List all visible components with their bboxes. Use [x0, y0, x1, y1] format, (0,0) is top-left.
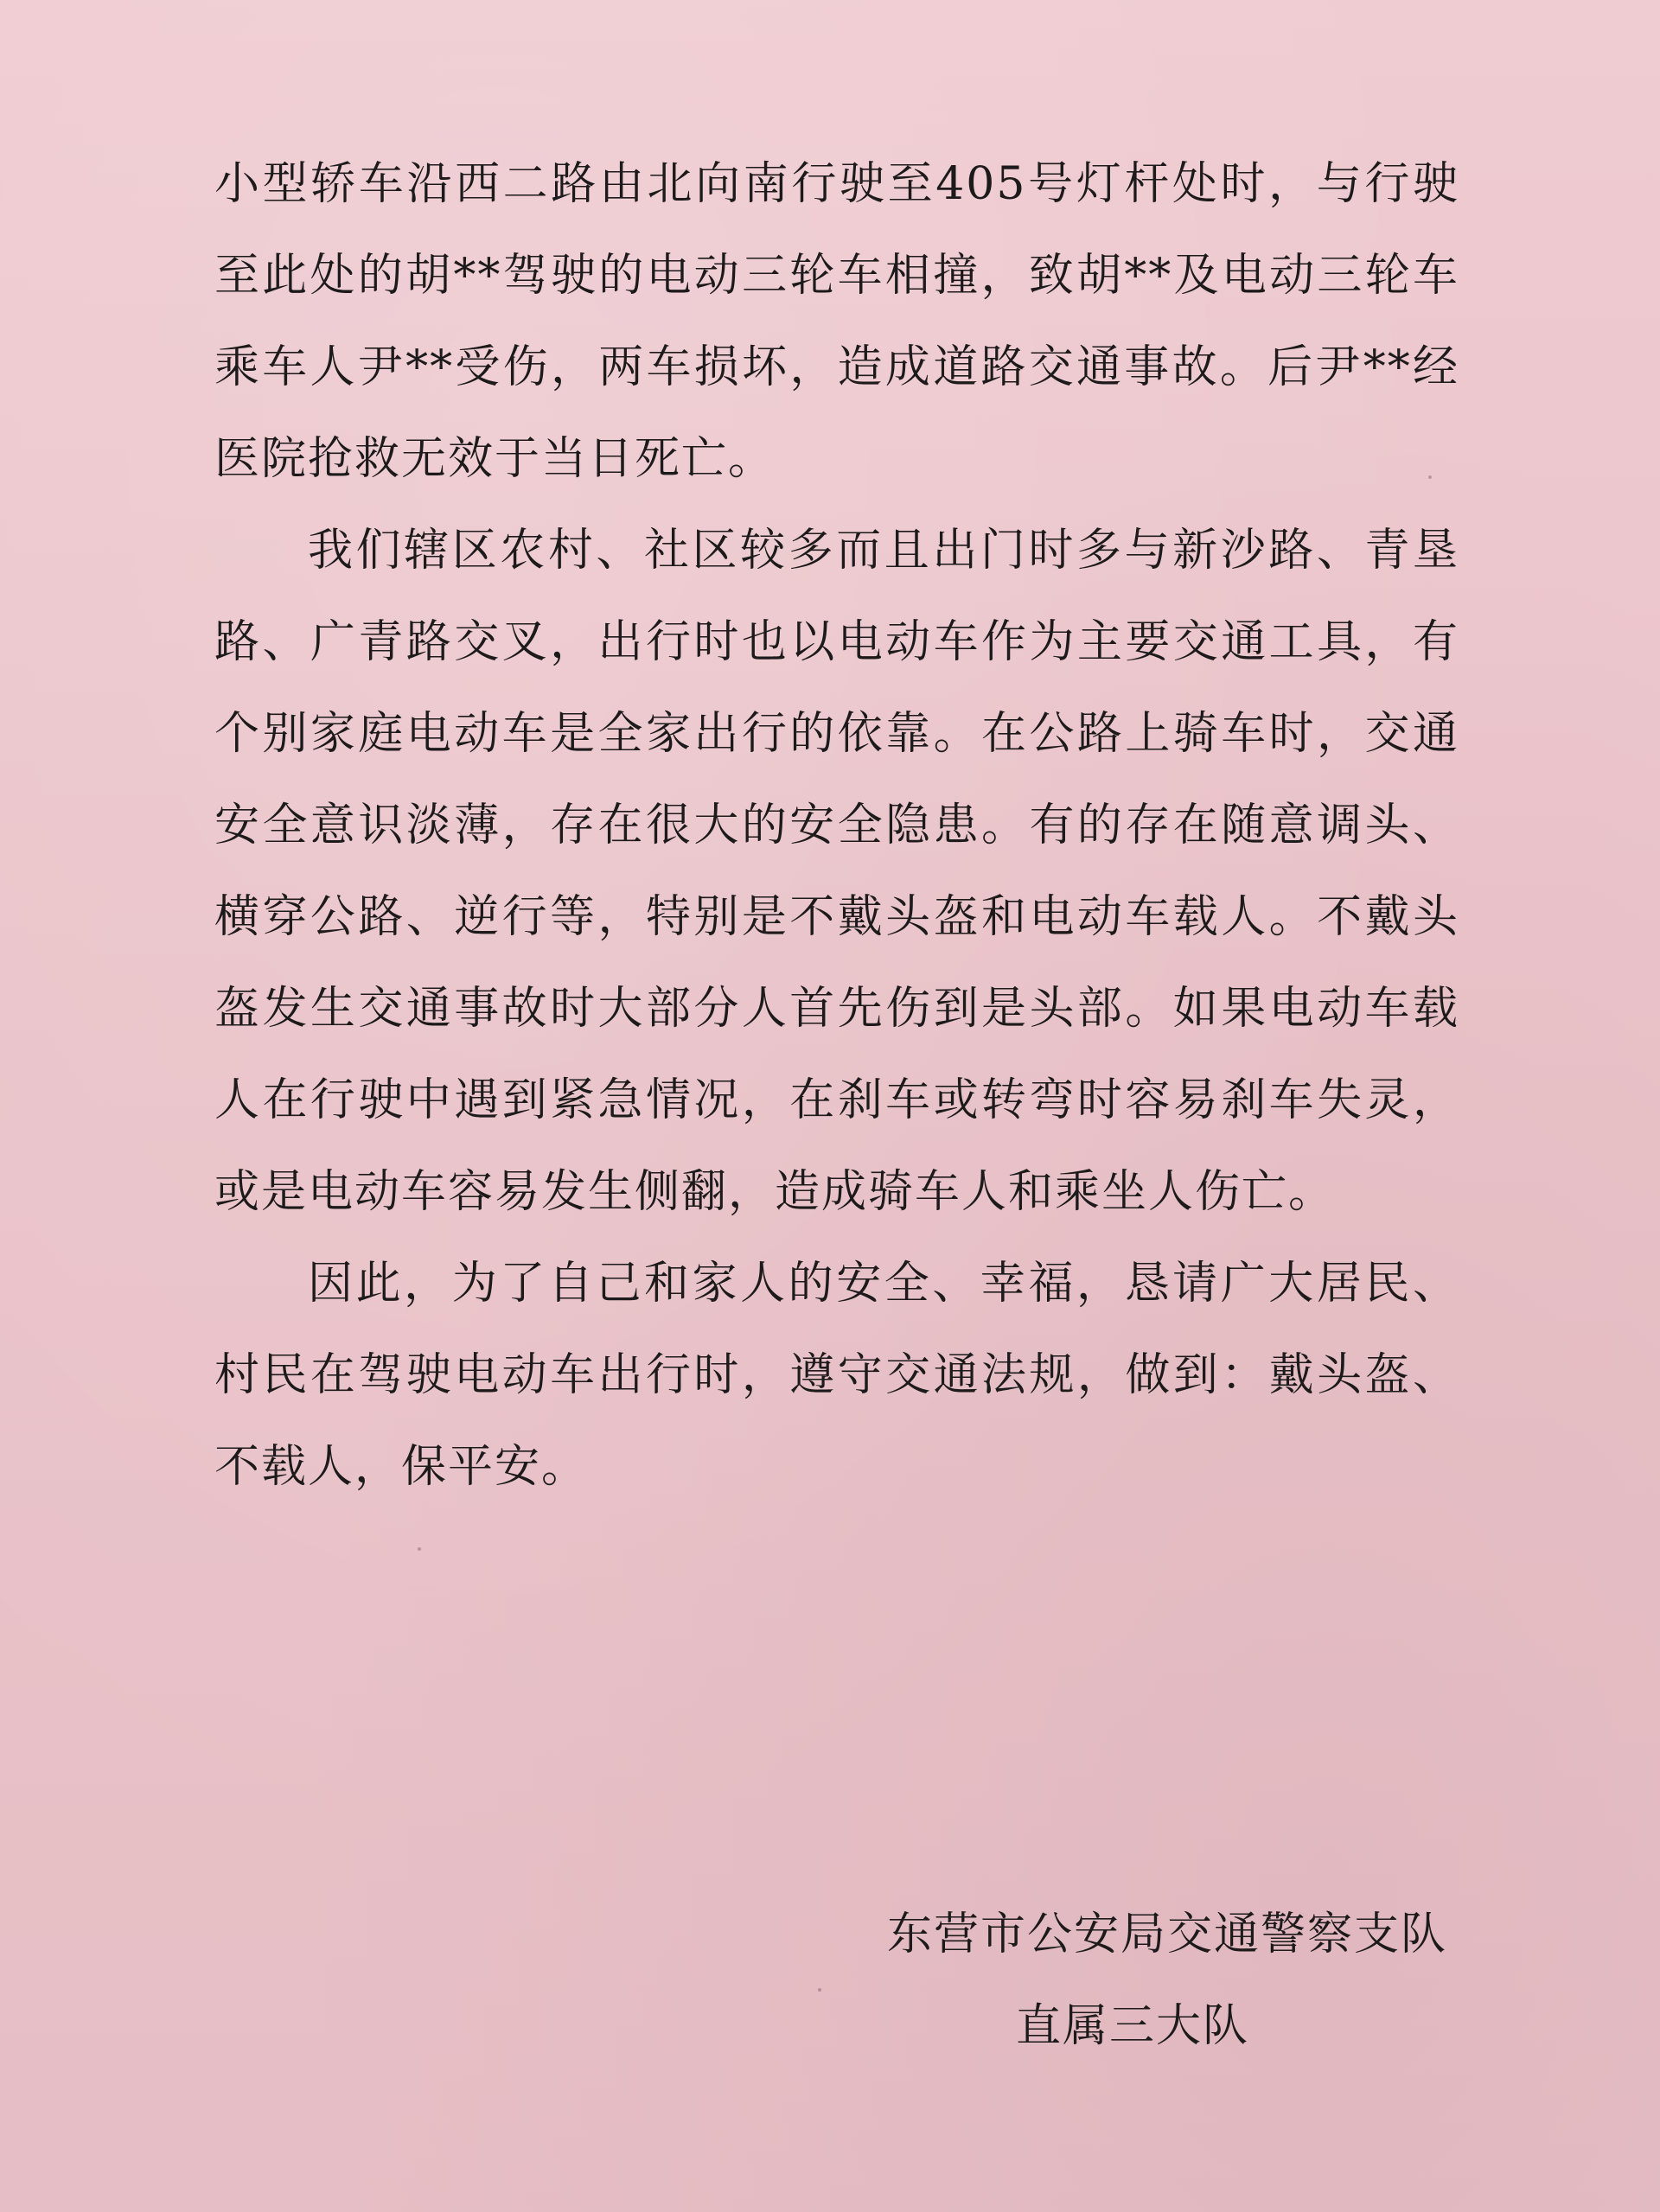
paper-speck	[818, 1988, 821, 1992]
paragraph-appeal: 因此，为了自己和家人的安全、幸福，恳请广大居民、村民在驾驶电动车出行时，遵守交通法规，做到：戴头盔、不载人，保平安。	[214, 1258, 1459, 1493]
document-body	[214, 138, 1459, 1513]
signature-organization: 东营市公安局交通警察支队	[886, 1909, 1447, 1960]
paragraph-accident-report: 小型轿车沿西二路由北向南行驶至405号灯杆处时，与行驶至此处的胡**驾驶的电动三轮车相撞，致胡**及电动三轮车乘车人尹**受伤，两车损坏，造成道路交通事故。后尹**经医院抢救无效于当日死亡。	[214, 158, 1459, 485]
signature-block	[778, 1889, 1487, 2072]
paragraph-safety-issues: 我们辖区农村、社区较多而且出门时多与新沙路、青垦路、广青路交叉，出行时也以电动车作为主要交通工具，有个别家庭电动车是全家出行的依靠。在公路上骑车时，交通安全意识淡薄，存在很大的安全隐患。有的存在随意调头、横穿公路、逆行等，特别是不戴头盔和电动车载人。不戴头盔发生交通事故时大部分人首先伤到是头部。如果电动车载人在行驶中遇到紧急情况，在刹车或转弯时容易刹车失灵，或是电动车容易发生侧翻，造成骑车人和乘坐人伤亡。	[214, 525, 1459, 1218]
paper-speck	[418, 1547, 421, 1551]
paper-speck	[1428, 475, 1432, 479]
signature-unit: 直属三大队	[1015, 2000, 1249, 2052]
